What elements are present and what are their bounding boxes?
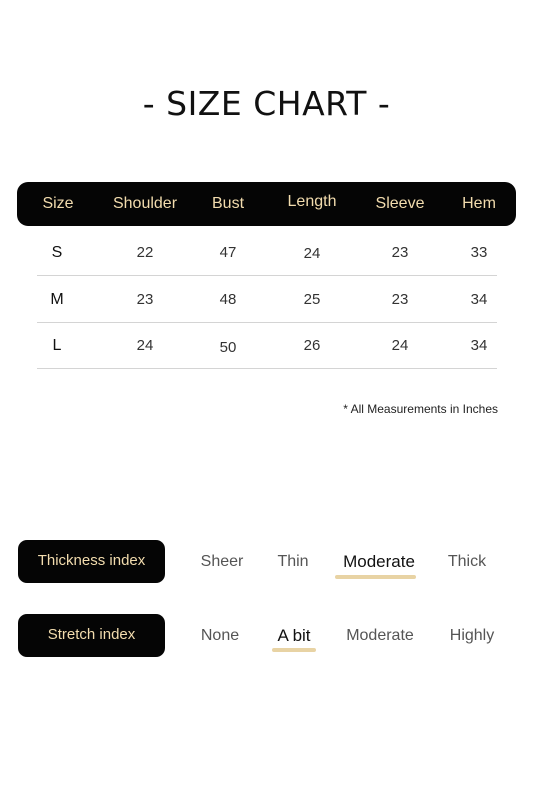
cell-size: S	[51, 244, 63, 261]
cell-size: M	[50, 291, 64, 308]
thickness-selected-underline	[335, 575, 416, 579]
cell-bust: 48	[219, 291, 237, 308]
thickness-index-label: Thickness index	[37, 552, 146, 569]
cell-hem: 34	[470, 291, 488, 308]
header-shoulder: Shoulder	[112, 195, 178, 212]
cell-sleeve: 24	[391, 337, 409, 354]
cell-shoulder: 23	[136, 291, 154, 308]
header-size: Size	[42, 195, 74, 212]
table-row	[37, 276, 497, 323]
table-row	[37, 322, 497, 369]
header-bust: Bust	[211, 195, 245, 212]
cell-bust: 47	[219, 244, 237, 261]
measurement-note: * All Measurements in Inches	[343, 402, 498, 416]
cell-size: L	[52, 337, 62, 354]
cell-shoulder: 24	[136, 337, 154, 354]
header-length: Length	[287, 193, 337, 210]
header-hem: Hem	[462, 195, 496, 212]
thickness-option-sheer: Sheer	[200, 553, 244, 570]
thickness-option-thin: Thin	[277, 553, 309, 570]
table-header	[17, 182, 516, 226]
stretch-option-none: None	[200, 627, 240, 644]
thickness-index-badge	[18, 540, 165, 583]
cell-shoulder: 22	[136, 244, 154, 261]
cell-hem: 33	[470, 244, 488, 261]
page-title: - SIZE CHART -	[142, 84, 391, 123]
thickness-option-moderate: Moderate	[343, 552, 415, 571]
stretch-option-a-bit: A bit	[277, 626, 311, 645]
stretch-option-moderate: Moderate	[346, 627, 414, 644]
thickness-option-thick: Thick	[447, 553, 487, 570]
header-sleeve: Sleeve	[375, 195, 425, 212]
cell-length: 25	[303, 291, 321, 308]
cell-hem: 34	[470, 337, 488, 354]
cell-bust: 50	[219, 339, 237, 356]
cell-sleeve: 23	[391, 244, 409, 261]
cell-length: 24	[303, 245, 321, 262]
stretch-selected-underline	[272, 648, 316, 652]
stretch-index-label: Stretch index	[47, 626, 136, 643]
table-row	[37, 229, 497, 276]
stretch-index-badge	[18, 614, 165, 657]
cell-length: 26	[303, 337, 321, 354]
cell-sleeve: 23	[391, 291, 409, 308]
stretch-option-highly: Highly	[449, 627, 495, 644]
